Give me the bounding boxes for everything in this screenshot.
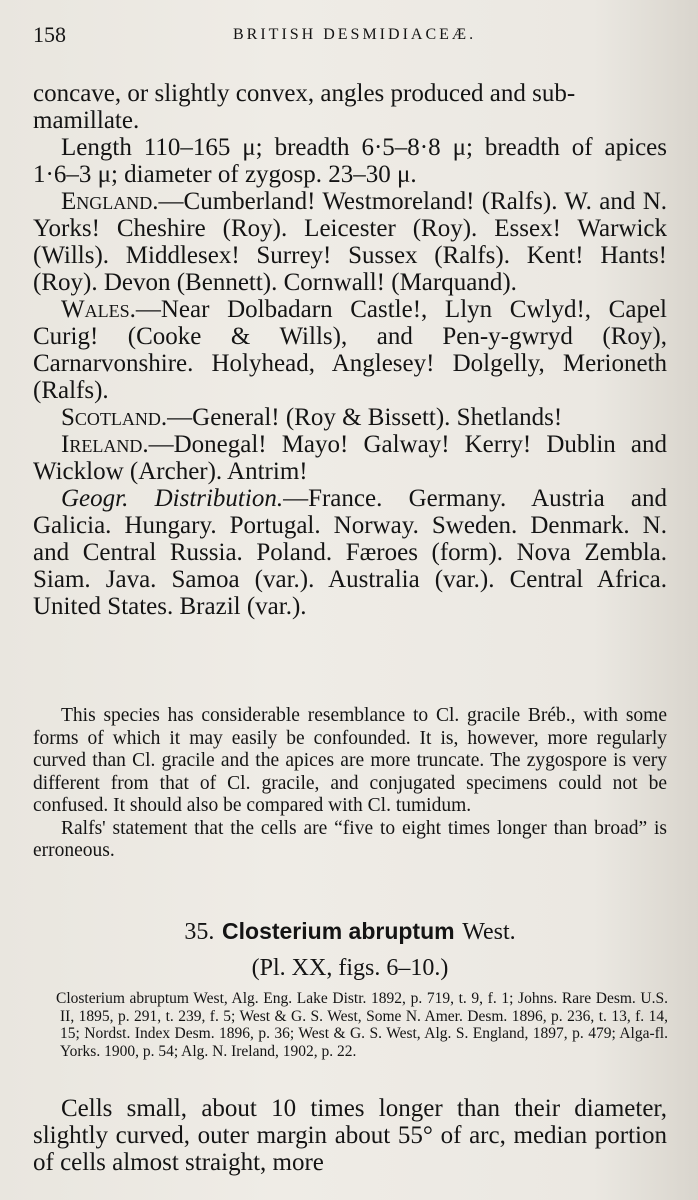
species-authority: West. [462,919,516,945]
distribution-text: —France. Germany. Austria and Galicia. Hungary. Portugal. Norway. Sweden. Denmark. N. and Central Russia. Poland. Færoes (form). Nova Zembla. Siam. Java. Samoa (var.). Australia (var.). Central Africa. United States. Brazil (var.). [33,485,667,620]
text-line: mamillate. [33,107,140,134]
region-text: —Near Dolbadarn Castle!, Llyn Cwlyd!, Capel Curig! (Cooke & Wills), and Pen-y-gwryd (Roy), Carnarvonshire. Holyhead, Anglesey! Dolgelly, Merioneth (Ralfs). [33,296,667,404]
distribution-label: Geogr. Distribution. [61,485,284,512]
region-text: —General! (Roy & Bissett). Shetlands! [167,404,563,431]
region-text: —Donegal! Mayo! Galway! Kerry! Dublin and Wicklow (Archer). Antrim! [33,431,667,485]
species-description [33,1095,667,1176]
note-paragraph: This species has considerable resemblance to Cl. gracile Bréb., with some forms of which it may easily be confounded. It is, however, more regularly curved than Cl. gracile and the apices are more truncate. The zygospore is very different from that of Cl. gracile, and conjugated specimens could not be confused. It should also be compared with Cl. tumidum. [33,705,667,816]
page-number: 158 [33,22,66,47]
region-label: England. [61,188,159,215]
region-text: —Cumberland! Westmoreland! (Ralfs). W. and N. Yorks! Cheshire (Roy). Leicester (Roy). Essex! Warwick (Wills). Middlesex! Surrey! Sussex (Ralfs). Kent! Hants! (Roy). Devon (Bennett). Cornwall! (Marquand). [33,188,667,296]
references-text: Closterium abruptum West, Alg. Eng. Lake Distr. 1892, p. 719, t. 9, f. 1; Johns. Rare Desm. U.S. II, 1895, p. 291, t. 239, f. 5; West & G. S. West, Some N. Amer. Desm. 1896, p. 236, t. 13, f. 14, 15; Nordst. Index Desm. 1896, p. 36; West & G. S. West, Alg. S. England, 1897, p. 479; Alga-fl. Yorks. 1900, p. 54; Alg. N. Ireland, 1902, p. 22. [56,990,668,1060]
species-number: 35. [184,919,215,945]
region-label: Scotland. [61,404,168,431]
description-text: Cells small, about 10 times longer than their diameter, slightly curved, outer margin about 55° of arc, median portion of cells almost straight, more [33,1095,667,1176]
running-head [33,22,673,52]
plate-reference: (Pl. XX, figs. 6–10.) [251,955,449,981]
scotland-paragraph [33,404,667,431]
ireland-paragraph [33,431,667,485]
wales-paragraph [33,296,667,404]
species-heading [33,917,667,946]
species-name: Closterium abruptum [222,918,455,944]
note-paragraph: Ralfs' statement that the cells are “five to eight times longer than broad” is erroneous. [33,817,667,861]
main-text [33,80,667,620]
region-label: Ireland. [61,431,149,458]
running-title: BRITISH DESMIDIACEÆ. [233,26,477,43]
measurements-paragraph: Length 110–165 μ; breadth 6·5–8·8 μ; breadth of apices 1·6–3 μ; diameter of zygosp. 23–30 μ. [33,134,667,188]
england-paragraph [33,188,667,296]
distribution-paragraph [33,485,667,620]
region-label: Wales. [61,296,136,323]
literature-references [56,990,668,1060]
text-line: concave, or slightly convex, angles produced and sub- [33,80,576,107]
species-note [33,705,667,863]
